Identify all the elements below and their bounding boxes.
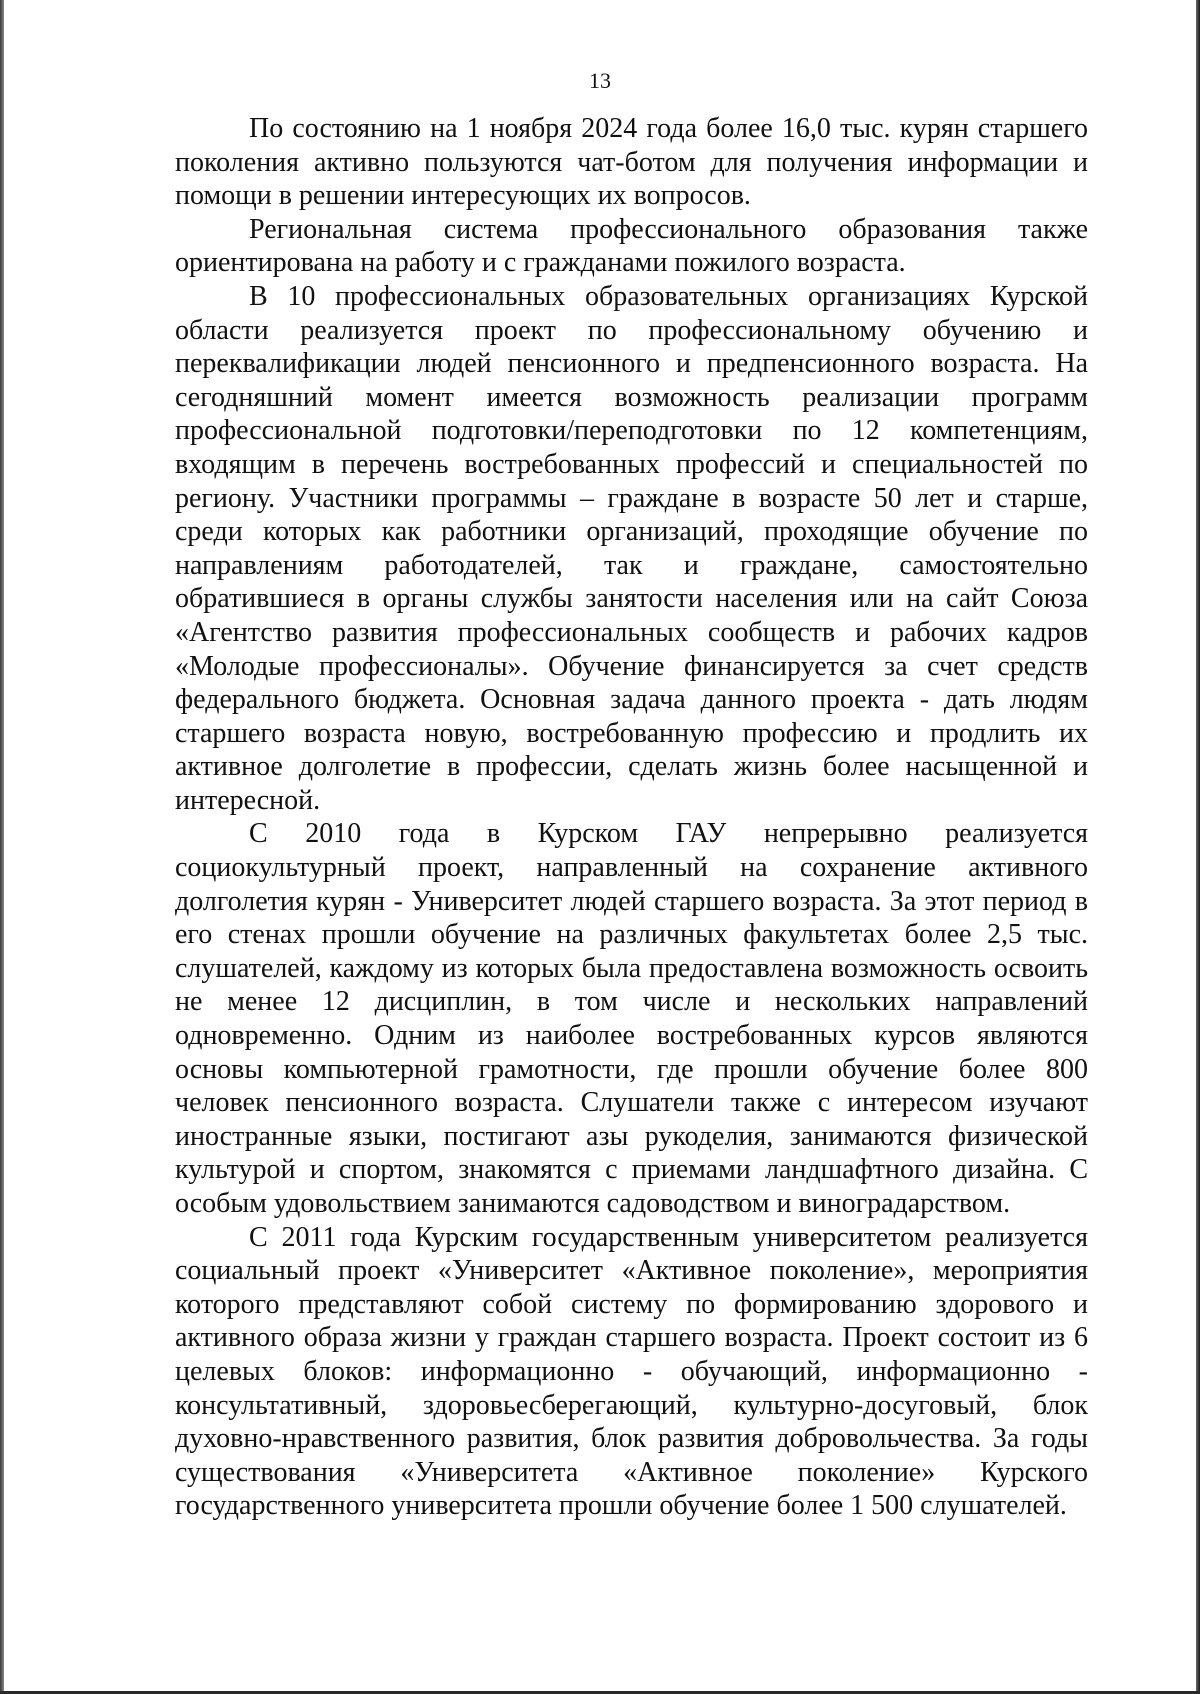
paragraph-active-generation: С 2011 года Курским государственным университетом реализуется социальный проект «Университет «Активное поколение», мероприятия которого представляют собой систему по формированию здорового и активного образа жизни у граждан старшего возраста. Проект состоит из 6 целевых блоков: информационно - обучающий, информационно - консультативный, здоровьесберегающий, культурно-досуговый, блок духовно-нравственного развития, блок развития добровольчества. За годы существования «Университета «Активное поколение» Курского государственного университета прошли обучение более 1 500 слушателей. <box>175 1221 1088 1522</box>
page-number: 13 <box>589 68 611 93</box>
scan-edge-left <box>0 0 4 1694</box>
document-body <box>175 112 1088 1523</box>
paragraph-regional-education: Региональная система профессионального образования также ориентирована на работу и с гражданами пожилого возраста. <box>175 213 1088 279</box>
scan-edge-right <box>1196 0 1200 1694</box>
paragraph-professional-retraining: В 10 профессиональных образовательных организациях Курской области реализуется проект по профессиональному обучению и переквалификации людей пенсионного и предпенсионного возраста. На сегодняшний момент имеется возможность реализации программ профессиональной подготовки/переподготовки по 12 компетенциям, входящим в перечень востребованных профессий и специальностей по региону. Участники программы – граждане в возрасте 50 лет и старше, среди которых как работники организаций, проходящие обучение по направлениям работодателей, так и граждане, самостоятельно обратившиеся в органы службы занятости населения или на сайт Союза «Агентство развития профессиональных сообществ и рабочих кадров «Молодые профессионалы». Обучение финансируется за счет средств федерального бюджета. Основная задача данного проекта - дать людям старшего возраста новую, востребованную профессию и продлить их активное долголетие в профессии, сделать жизнь более насыщенной и интересной. <box>175 280 1088 816</box>
paragraph-kursk-gau-university: С 2010 года в Курском ГАУ непрерывно реализуется социокультурный проект, направленный на сохранение активного долголетия курян - Университет людей старшего возраста. За этот период в его стенах прошли обучение на различных факультетах более 2,5 тыс. слушателей, каждому из которых была предоставлена возможность освоить не менее 12 дисциплин, в том числе и нескольких направлений одновременно. Одним из наиболее востребованных курсов являются основы компьютерной грамотности, где прошли обучение более 800 человек пенсионного возраста. Слушатели также с интересом изучают иностранные языки, постигают азы рукоделия, занимаются физической культурой и спортом, знакомятся с приемами ландшафтного дизайна. С особым удовольствием занимаются садоводством и виноградарством. <box>175 818 1088 1219</box>
paragraph-chatbot: По состоянию на 1 ноября 2024 года более 16,0 тыс. курян старшего поколения активно пользуются чат-ботом для получения информации и помощи в решении интересующих их вопросов. <box>175 113 1088 212</box>
